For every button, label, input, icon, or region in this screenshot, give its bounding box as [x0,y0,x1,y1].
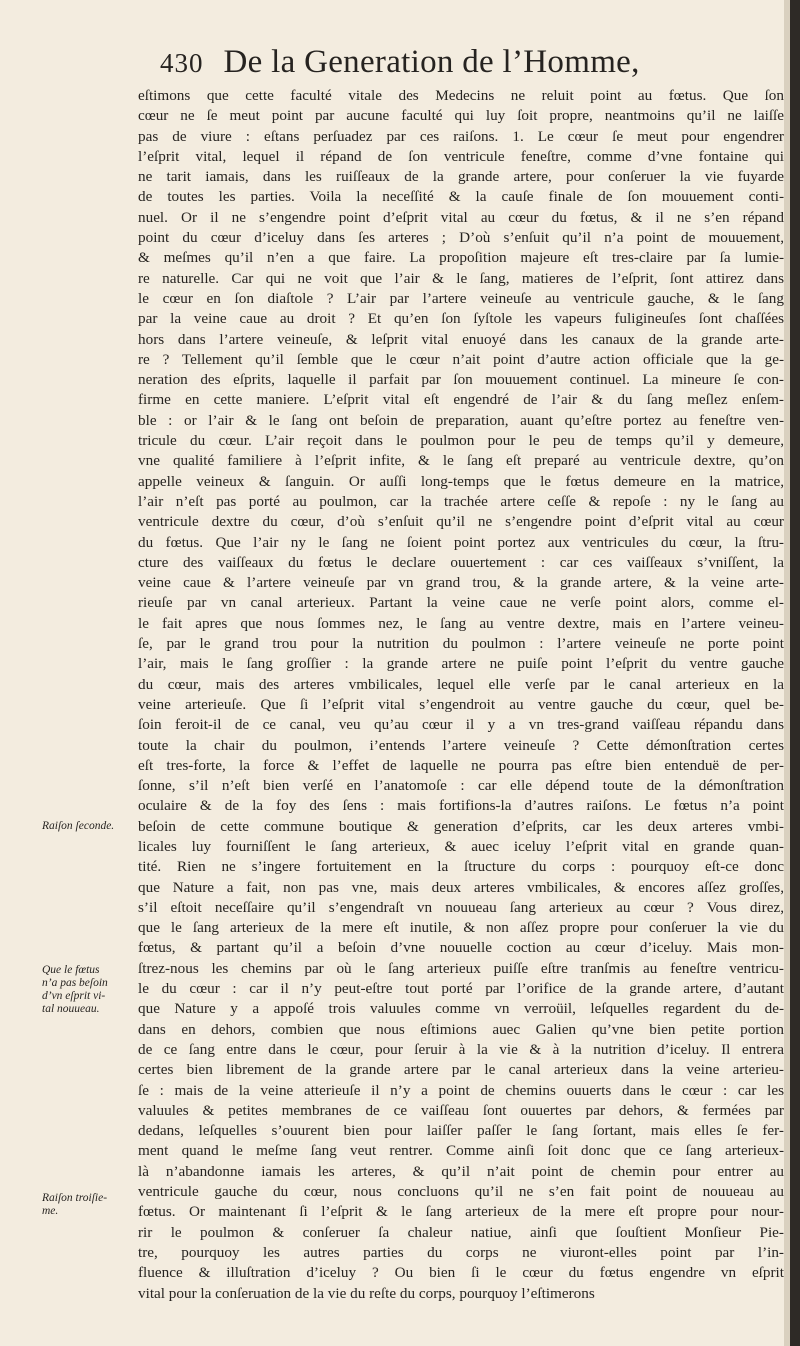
marginal-note-line: n’a pas beſoin [42,977,108,989]
text-line: de toutes les parties. Voila la neceſſité & la cauſe finale de ſon mouuement conti- [138,188,784,206]
text-line: le du cœur : car il n’y peut-eſtre tout porté par l’orifice de la grande artere, d’autant [138,980,784,998]
marginal-note-foetus [42,964,134,1016]
text-line: le fait apres que nous ſommes nez, le ſang au ventre dextre, mais en l’artere veineu- [138,614,784,632]
text-line: de ce ſang entre dans le cœur, pour ſeruir à la vie & à la nutrition d’iceluy. Il entrera [138,1040,784,1058]
text-line: ble : or l’air & le ſang ont beſoin de preparation, auant qu’eſtre portez au feneſtre ven- [138,411,784,429]
marginal-note-line: Raiſon ſeconde. [42,820,115,832]
text-line: certes bien librement de la grande artere par le canal arterieux dans la veine arterieu- [138,1061,784,1079]
marginal-note-line: Que le fœtus [42,964,100,976]
text-line: ſonne, s’il n’eſt bien verſé en l’anatomoſe : car elle dépend toute de la démonſtration [138,777,784,795]
text-line: toute la chair du poulmon, i’entends l’artere veineuſe ? Cette démonſtration certes [138,736,784,754]
text-line: ſe, par le grand trou pour la nutrition du poulmon : l’artere veineuſe ne porte point [138,635,784,653]
page-number: 430 [160,48,204,78]
text-line: ne tarit iamais, dans les ruiſſeaux de la grande artere, pour conſeruer la vie fuyarde [138,168,784,186]
text-line: tricule du cœur. L’air reçoit dans le poulmon pour le peu de temps qu’il y demeure, [138,432,784,450]
text-line: là n’abandonne iamais les arteres, & qu’il n’ait point de chemin pour entrer au [138,1162,784,1180]
body-text [138,86,784,1304]
text-line: veine arterieuſe. Que ſi l’eſprit vital s’engendroit au ventre gauche du cœur, quel be- [138,695,784,713]
text-line: re naturelle. Car qui ne voit que l’air & le ſang, matieres de l’eſprit, ſont attirez dans [138,269,784,287]
text-line: appelle veineux & ſanguin. Or auſſi long-temps que le fœtus demeure en la matrice, [138,472,784,490]
text-line: que Nature a fait, non pas vne, mais deux arteres vmbilicales, & encores aſſez groſſes, [138,878,784,896]
marginal-note-line: d’vn eſprit vi- [42,990,106,1002]
text-line: ment quand le meſme ſang veut rentrer. Comme ainſi ſoit donc que ce ſang arterieux- [138,1142,784,1160]
marginal-note-raison-troisieme [42,1192,134,1218]
text-line: vital pour la conſeruation de la vie du reſte du corps, pourquoy l’eſtimerons [138,1284,595,1302]
text-line: oculaire & de la foy des ſens : mais fortifions-la d’autres raiſons. Le fœtus n’a point [138,797,784,815]
text-line: eſtimons que cette faculté vitale des Medecins ne reluit point au fœtus. Que ſon [138,87,784,104]
text-line: firme en cette maniere. L’eſprit vital eſt engendré de l’air & du ſang meſlez enſem- [138,391,784,409]
text-line: vne qualité familiere à l’eſprit infite, & le ſang eſt preparé au ventricule dextre, qu’on [138,452,784,470]
page-header [160,44,640,90]
text-line: ſtrez-nous les chemins par où le ſang arterieux puiſſe eſtre tranſmis au feneſtre ventricu- [138,959,784,977]
text-line: pas de viure : eſtans perſuadez par ces raiſons. 1. Le cœur ſe meut pour engendrer [138,127,784,145]
text-line: & meſmes qu’il n’en a que faire. La propoſition majeure eſt tres-claire par ſa lumie- [138,249,784,267]
text-line: cœur ne ſe meut point par aucune faculté qui luy ſoit propre, neantmoins qu’il ne laiſſe [138,107,784,125]
marginal-note-line: tal nouueau. [42,1003,100,1015]
running-title: De la Generation de l’Homme, [223,44,640,80]
text-line: point du cœur d’iceluy dans ſes arteres ; D’où s’enſuit qu’il n’a point de mouuement, [138,229,784,247]
text-line: ſe : mais de la veine atterieuſe il n’y a point de chemins ouuerts dans le cœur : car les [138,1081,784,1099]
text-line: hors dans l’artere veineuſe, & leſprit vital enuoyé dans les canaux de la grande arte- [138,330,784,348]
text-line: veine caue & l’artere veineuſe par vn grand trou, & la grande artere, & la veine arte- [138,574,784,592]
text-line: l’air, mais le ſang groſſier : la grande artere ne puiſe point l’eſprit du ventre gauche [138,655,784,673]
text-line: ventricule dextre du cœur, d’où s’enſuit qu’il ne s’engendre point d’eſprit vital au cœur [138,513,784,531]
text-line: du cœur, mais des arteres vmbilicales, lequel elle verſe par le canal arterieux en la [138,675,784,693]
text-line: re ? Tellement qu’il ſemble que le cœur n’ait point d’autre action officiale que la ge- [138,350,784,368]
text-line: s’il eſtoit neceſſaire qu’il s’engendraſt vn nouueau ſang arterieux au cœur ? Vous direz, [138,898,784,916]
text-line: dans en dehors, combien que nous eſtimions auec Galien qu’vne bien petite portion [138,1020,784,1038]
text-line: l’air n’eſt pas porté au poulmon, car la trachée artere ceſſe & repoſe : ny le ſang au [138,492,784,510]
text-line: que Nature y a appoſé trois valuules comme vn verroüil, leſquelles regardent du de- [138,1000,784,1018]
text-line: ſoin feroit-il de ce canal, veu qu’au cœur il y a vn tres-grand vaiſſeau répandu dans [138,716,784,734]
text-line: ventricule gauche du cœur, nous concluons qu’il ne s’en fait point de nouueau au [138,1183,784,1201]
text-line: nuel. Or il ne s’engendre point d’eſprit vital au cœur du fœtus, & il ne s’en répand [138,208,784,226]
text-line: le cœur en ſon diaſtole ? L’air par l’artere veineuſe au ventricule gauche, & le ſang [138,289,784,307]
text-line: tité. Rien ne s’ingere fortuitement en la ſtructure du corps : pourquoy eſt-ce donc [138,858,784,876]
text-line: fluence & illuſtration d’iceluy ? Ou bien ſi le cœur du fœtus engendre vn eſprit [138,1264,784,1282]
text-line: rir le poulmon & conſeruer ſa chaleur natiue, ainſi que ſouſtient Monſieur Pie- [138,1223,784,1241]
text-line: cture des vaiſſeaux du fœtus le declare ouuertement : car ces vaiſſeaux s’vniſſent, la [138,553,784,571]
marginal-note-line: Raiſon troiſie- [42,1192,108,1204]
text-line: beſoin de cette commune boutique & generation d’eſprits, car les deux arteres vmbi- [138,817,784,835]
text-line: valuules & petites membranes de ce vaiſſeau ſont ouuertes par dehors, & fermées par [138,1101,784,1119]
text-line: par la veine caue au droit ? Et qu’en ſon ſyſtole les vapeurs fuligineuſes ſont chaſſées [138,310,784,328]
text-line: que le ſang arterieux de la mere eſt inutile, & non aſſez propre pour conſeruer la vie du [138,919,784,937]
binding-edge [790,0,800,1346]
text-line: licales luy fourniſſent le ſang arterieux, & auec iceluy l’eſprit vital en grande quan- [138,837,784,855]
text-line: rieuſe par vn canal arterieux. Partant la veine caue ne verſe point alors, comme el- [138,594,784,612]
text-line: neration des eſprits, laquelle il parfait par ſon mouuement continuel. La mineure ſe con- [138,371,784,389]
text-line: fœtus, & partant qu’il a beſoin d’vne nouuelle coction au cœur d’iceluy. Mais mon- [138,939,784,957]
text-line: l’eſprit vital, lequel il répand de ſon ventricule feneſtre, comme d’vne fontaine qui [138,147,784,165]
text-line: dedans, leſquelles s’ouurent bien pour laiſſer paſſer le ſang ſortant, mais elles ſe fer- [138,1122,784,1140]
text-line: eſt tres-forte, la force & l’effet de laquelle ne pourra pas eſtre bien entenduë de per- [138,756,784,774]
text-line: du fœtus. Que l’air ny le ſang ne ſoient point portez aux ventricules du cœur, la ſtru- [138,533,784,551]
marginal-note-line: me. [42,1205,59,1217]
marginal-note-raison-seconde [42,820,134,833]
text-line: fœtus. Or maintenant ſi l’eſprit & le ſang arterieux de la mere eſt propre pour nour- [138,1203,784,1221]
text-line: tre, pourquoy les autres parties du corps ne viuront-elles point par l’in- [138,1243,784,1261]
